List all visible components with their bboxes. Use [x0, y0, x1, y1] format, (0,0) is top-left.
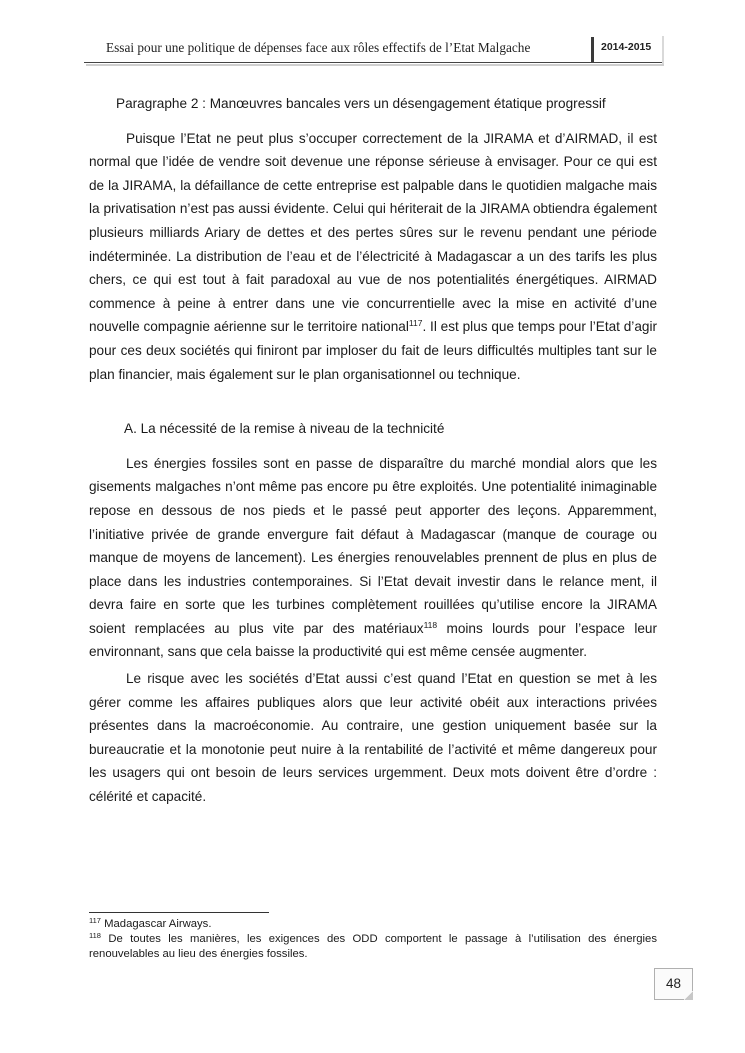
- paragraph: [89, 127, 657, 387]
- footnote-ref[interactable]: 118: [423, 619, 438, 630]
- page-header: [84, 34, 662, 62]
- header-title: Essai pour une politique de dépenses face aux rôles effectifs de l’Etat Malgache: [106, 40, 531, 55]
- paragraph-text: . Il est plus que temps pour l’Etat d’agir pour ces deux sociétés qui finiront par imploser du fait de leurs difficultés multiples tant sur le plan financier, mais également sur le plan organisationnel ou technique.: [89, 319, 657, 382]
- paragraph: [89, 452, 657, 664]
- footnote: [89, 917, 657, 932]
- paragraph-text: moins lourds pour l’espace leur environnant, sans que cela baisse la productivité qui est même censée augmenter.: [89, 620, 657, 660]
- page-fold-icon: [684, 991, 693, 1000]
- header-separator: [591, 37, 594, 63]
- footnote-number: 117: [89, 916, 101, 925]
- footnotes: [89, 917, 657, 962]
- footnote-number: 118: [89, 931, 101, 940]
- header-shadow-right: [662, 36, 664, 64]
- footnote-separator: [89, 912, 269, 913]
- subsection-heading: A. La nécessité de la remise à niveau de la technicité: [124, 421, 445, 437]
- page-number: 48: [665, 976, 682, 991]
- footnote-text: Madagascar Airways.: [100, 918, 212, 930]
- section-heading: Paragraphe 2 : Manœuvres bancales vers un désengagement étatique progressif: [116, 96, 606, 111]
- paragraph-text: Puisque l’Etat ne peut plus s’occuper correctement de la JIRAMA et d’AIRMAD, il est normal que l’idée de vendre soit devenue une réponse sérieuse à envisager. Pour ce qui est de la JIRAMA, la défaillance de cette entreprise est palpable dans le quotidien malgache mais la privatisation n’est pas aussi évidente. Celui qui hériterait de la JIRAMA obtiendra également plusieurs milliards Ariary de dettes et des pertes sûres sur le revenu pendant une période indéterminée. La distribution de l’eau et de l’électricité à Madagascar a un des tarifs les plus chers, ce qui est tout à fait paradoxal au vue de nos potentialités énergétiques. AIRMAD commence à peine à entrer dans une vie concurrentielle avec la mise en activité d’une nouvelle compagnie aérienne sur le territoire national: [89, 130, 657, 335]
- header-rule: [84, 62, 662, 63]
- footnote-ref[interactable]: 117: [408, 318, 423, 329]
- header-shadow: [86, 64, 664, 66]
- footnote-text: De toutes les manières, les exigences des ODD comportent le passage à l’utilisation des énergies renouvelables au lieu des énergies fossiles.: [89, 933, 657, 960]
- header-year: 2014-2015: [601, 41, 652, 53]
- page-number-box: [654, 968, 693, 1000]
- paragraph-text: Les énergies fossiles sont en passe de disparaître du marché mondial alors que les gisements malgaches n’ont même pas encore pu être exploités. Une potentialité inimaginable repose en dessous de nos pieds et le passé peut apporter des leçons. Apparemment, l’initiative privée de grande envergure fait défaut à Madagascar (manque de courage ou manque de moyens de lancement). Les énergies renouvelables prennent de plus en plus de place dans les industries contemporaines. Si l’Etat devait investir dans le relance ment, il devra faire en sorte que les turbines complètement rouillées qu’utilise encore la JIRAMA soient remplacées au plus vite par des matériaux: [89, 455, 657, 636]
- paragraph: Le risque avec les sociétés d’Etat aussi c’est quand l’Etat en question se met à les gérer comme les affaires publiques alors que leur activité obéit aux interactions privées présentes dans la macroéconomie. Au contraire, une gestion uniquement basée sur la bureaucratie et la monotonie peut nuire à la rentabilité de l’activité et même dangereux pour les usagers qui ont besoin de leurs services urgemment. Deux mots doivent être d’ordre : célérité et capacité.: [89, 671, 657, 805]
- document-body: [89, 92, 657, 809]
- footnote: [89, 932, 657, 962]
